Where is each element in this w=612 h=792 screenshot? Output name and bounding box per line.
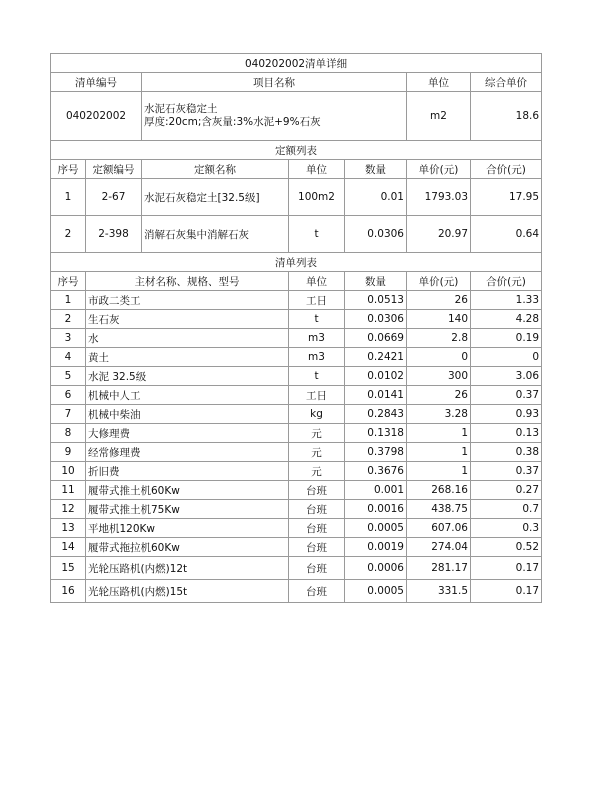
list-row [51,557,542,580]
quota-header-row [51,160,542,179]
bill-name-header: 项目名称 [142,73,407,92]
list-row [51,367,542,386]
list-qty: 0.0005 [345,580,407,603]
bill-row [51,92,542,141]
list-header-row [51,272,542,291]
quota-total: 0.64 [471,216,542,253]
list-name: 市政二类工 [86,291,289,310]
list-price: 1 [407,462,471,481]
bill-unit: m2 [407,92,471,141]
list-qty: 0.0006 [345,557,407,580]
list-total: 0.38 [471,443,542,462]
list-unit: m3 [289,329,345,348]
list-seq: 12 [51,500,86,519]
list-name: 平地机120Kw [86,519,289,538]
list-row [51,462,542,481]
list-total: 0.27 [471,481,542,500]
list-total: 3.06 [471,367,542,386]
list-seq: 14 [51,538,86,557]
list-name: 履带式推土机60Kw [86,481,289,500]
list-price: 1 [407,424,471,443]
list-row [51,291,542,310]
quota-code: 2-67 [86,179,142,216]
list-unit: 台班 [289,519,345,538]
list-row [51,310,542,329]
list-row [51,424,542,443]
list-seq: 9 [51,443,86,462]
list-seq: 10 [51,462,86,481]
quota-seq: 1 [51,179,86,216]
list-seq: 7 [51,405,86,424]
list-row [51,405,542,424]
bill-unit-header: 单位 [407,73,471,92]
list-seq-header: 序号 [51,272,86,291]
list-qty: 0.0005 [345,519,407,538]
list-total: 4.28 [471,310,542,329]
list-unit: 工日 [289,386,345,405]
list-total: 1.33 [471,291,542,310]
list-seq: 11 [51,481,86,500]
list-seq: 2 [51,310,86,329]
list-seq: 15 [51,557,86,580]
list-name: 履带式拖拉机60Kw [86,538,289,557]
list-unit-header: 单位 [289,272,345,291]
quota-qty: 0.0306 [345,216,407,253]
list-price: 2.8 [407,329,471,348]
list-total-header: 合价(元) [471,272,542,291]
bill-code-header: 清单编号 [51,73,142,92]
list-section-title: 清单列表 [51,253,542,272]
list-total: 0.13 [471,424,542,443]
list-seq: 6 [51,386,86,405]
list-section-row [51,253,542,272]
list-name: 光轮压路机(内燃)15t [86,580,289,603]
quota-row [51,179,542,216]
list-qty: 0.0513 [345,291,407,310]
list-seq: 8 [51,424,86,443]
list-qty: 0.0016 [345,500,407,519]
list-row [51,386,542,405]
list-row [51,538,542,557]
list-unit: 台班 [289,481,345,500]
list-total: 0.52 [471,538,542,557]
bill-name-line1: 水泥石灰稳定土 [144,103,218,115]
list-total: 0.37 [471,462,542,481]
list-qty: 0.001 [345,481,407,500]
bill-code: 040202002 [51,92,142,141]
list-qty: 0.3798 [345,443,407,462]
list-unit: 元 [289,462,345,481]
list-qty: 0.0102 [345,367,407,386]
list-row [51,443,542,462]
quota-price: 20.97 [407,216,471,253]
list-total: 0.37 [471,386,542,405]
list-price: 26 [407,386,471,405]
list-unit: 台班 [289,580,345,603]
list-row [51,580,542,603]
list-name: 光轮压路机(内燃)12t [86,557,289,580]
list-unit: t [289,367,345,386]
list-qty: 0.0669 [345,329,407,348]
list-qty: 0.2421 [345,348,407,367]
list-qty: 0.0019 [345,538,407,557]
list-name: 水 [86,329,289,348]
list-price: 1 [407,443,471,462]
list-unit: 工日 [289,291,345,310]
list-total: 0.17 [471,580,542,603]
quota-section-row [51,141,542,160]
list-qty-header: 数量 [345,272,407,291]
quota-price-header: 单价(元) [407,160,471,179]
list-qty: 0.0306 [345,310,407,329]
list-qty: 0.1318 [345,424,407,443]
quota-code: 2-398 [86,216,142,253]
bill-price-header: 综合单价 [471,73,542,92]
list-price: 26 [407,291,471,310]
list-price: 300 [407,367,471,386]
list-price-header: 单价(元) [407,272,471,291]
list-name: 生石灰 [86,310,289,329]
list-total: 0.7 [471,500,542,519]
list-name: 机械中柴油 [86,405,289,424]
list-total: 0.19 [471,329,542,348]
quota-section-title: 定额列表 [51,141,542,160]
list-unit: 台班 [289,557,345,580]
list-name-header: 主材名称、规格、型号 [86,272,289,291]
list-price: 268.16 [407,481,471,500]
list-price: 3.28 [407,405,471,424]
quota-qty-header: 数量 [345,160,407,179]
list-row [51,500,542,519]
quota-code-header: 定额编号 [86,160,142,179]
list-price: 331.5 [407,580,471,603]
list-row [51,329,542,348]
bill-header-row [51,73,542,92]
list-unit: m3 [289,348,345,367]
list-name: 履带式推土机75Kw [86,500,289,519]
bill-detail-table [50,53,542,603]
list-row [51,519,542,538]
list-name: 经常修理费 [86,443,289,462]
list-name: 黄土 [86,348,289,367]
quota-unit-header: 单位 [289,160,345,179]
list-price: 281.17 [407,557,471,580]
table-title: 040202002清单详细 [51,54,542,73]
quota-qty: 0.01 [345,179,407,216]
bill-name [142,92,407,141]
bill-price: 18.6 [471,92,542,141]
list-seq: 5 [51,367,86,386]
list-unit: kg [289,405,345,424]
quota-price: 1793.03 [407,179,471,216]
quota-total-header: 合价(元) [471,160,542,179]
list-unit: 台班 [289,538,345,557]
list-price: 140 [407,310,471,329]
list-price: 607.06 [407,519,471,538]
list-total: 0.17 [471,557,542,580]
list-row [51,348,542,367]
quota-seq-header: 序号 [51,160,86,179]
quota-name: 水泥石灰稳定土[32.5级] [142,179,289,216]
table-body [51,54,542,603]
list-name: 机械中人工 [86,386,289,405]
quota-unit: 100m2 [289,179,345,216]
list-price: 274.04 [407,538,471,557]
list-price: 438.75 [407,500,471,519]
bill-name-line2: 厚度:20cm;含灰量:3%水泥+9%石灰 [144,116,321,128]
list-qty: 0.2843 [345,405,407,424]
list-total: 0.93 [471,405,542,424]
title-row [51,54,542,73]
list-total: 0 [471,348,542,367]
list-name: 折旧费 [86,462,289,481]
list-seq: 3 [51,329,86,348]
quota-total: 17.95 [471,179,542,216]
list-unit: t [289,310,345,329]
quota-row [51,216,542,253]
list-seq: 16 [51,580,86,603]
list-unit: 元 [289,424,345,443]
list-seq: 4 [51,348,86,367]
list-row [51,481,542,500]
list-name: 水泥 32.5级 [86,367,289,386]
list-total: 0.3 [471,519,542,538]
list-qty: 0.0141 [345,386,407,405]
quota-name-header: 定额名称 [142,160,289,179]
list-unit: 元 [289,443,345,462]
list-price: 0 [407,348,471,367]
list-seq: 1 [51,291,86,310]
quota-name: 消解石灰集中消解石灰 [142,216,289,253]
list-name: 大修理费 [86,424,289,443]
list-qty: 0.3676 [345,462,407,481]
list-unit: 台班 [289,500,345,519]
list-seq: 13 [51,519,86,538]
quota-seq: 2 [51,216,86,253]
quota-unit: t [289,216,345,253]
